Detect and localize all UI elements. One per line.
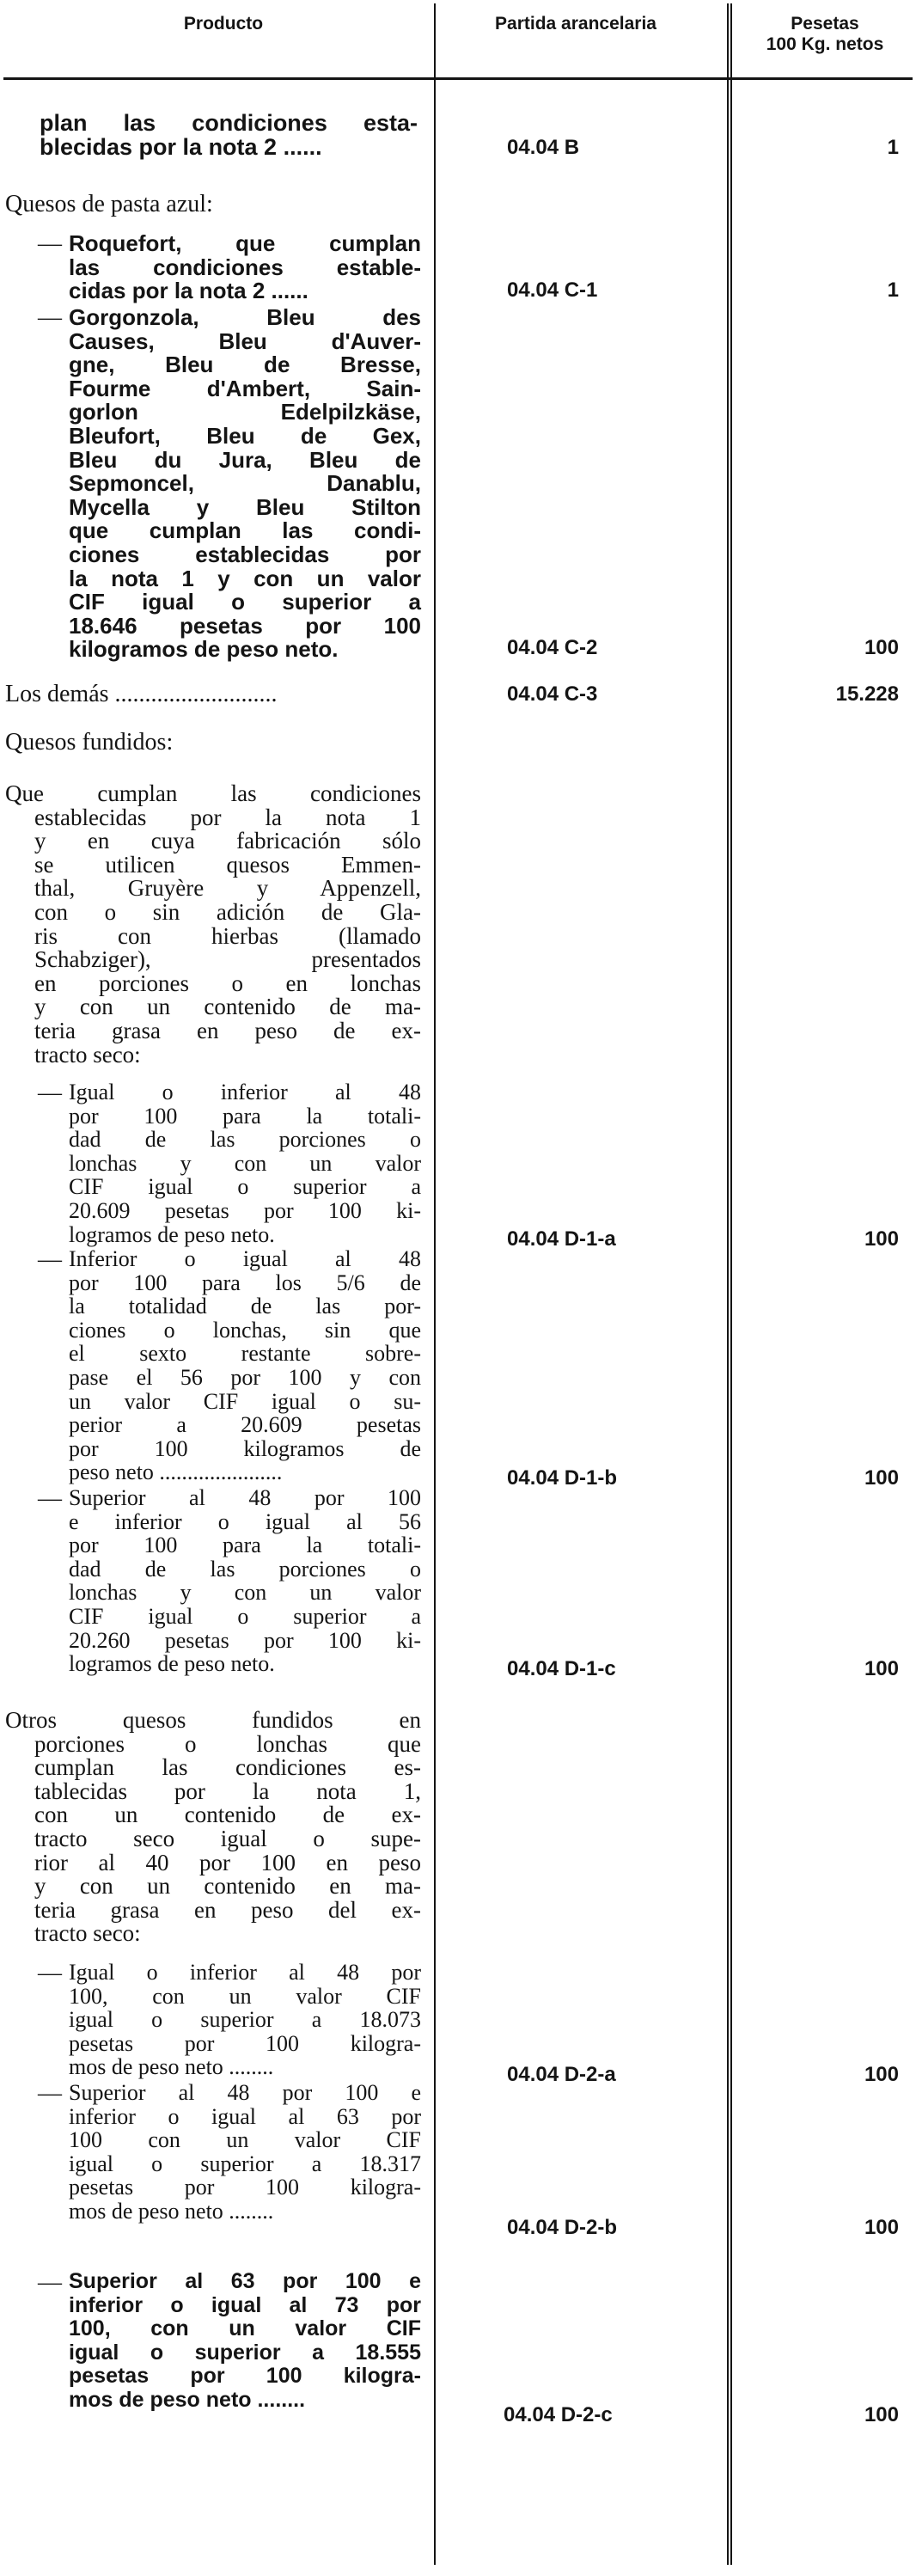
row-0-line-1: blecidas por la nota 2 ......: [40, 133, 322, 160]
row-3-rate: 100: [864, 636, 899, 659]
header-pesetas: [741, 14, 909, 55]
row-12-dash: —: [38, 2080, 62, 2107]
row-10-line-0: Otros quesos fundidos en: [5, 1707, 421, 1733]
row-11-dash: —: [38, 1960, 62, 1986]
row-13-line-3: igual o superior a 18.555: [69, 2340, 421, 2365]
row-3-line-0: Gorgonzola, Bleu des: [69, 304, 421, 330]
column-rule-2: [727, 3, 729, 2565]
row-8-line-5: pase el 56 por 100 y con: [69, 1364, 421, 1390]
row-13-line-1: inferior o igual al 73 por: [69, 2292, 421, 2317]
row-1-text: [5, 191, 409, 215]
row-3-line-1: Causes, Bleu d'Auver-: [69, 327, 421, 354]
row-13-dash: —: [38, 2269, 62, 2296]
row-9-line-6: 20.260 pesetas por 100 ki-: [69, 1627, 421, 1653]
row-3-line-13: 18.646 pesetas por 100: [69, 612, 421, 639]
row-10-line-9: tracto seco:: [34, 1920, 141, 1947]
row-13-line-2: 100, con un valor CIF: [69, 2316, 421, 2341]
row-11-text: [69, 1960, 421, 2078]
row-9-rate: 100: [864, 1657, 899, 1680]
row-11-line-4: mos de peso neto ........: [69, 2054, 274, 2080]
row-8-line-1: por 100 para los 5/6 de: [69, 1270, 421, 1295]
row-7-line-6: logramos de peso neto.: [69, 1221, 275, 1247]
row-3-line-11: la nota 1 y con un valor: [69, 565, 421, 591]
row-8-code: 04.04 D-1-b: [507, 1466, 618, 1490]
row-10-line-6: rior al 40 por 100 en peso: [34, 1849, 421, 1875]
column-rule-1: [434, 3, 436, 2565]
row-12-text: [69, 2080, 421, 2223]
row-8-dash: —: [38, 1246, 62, 1273]
row-8-line-0: Inferior o igual al 48: [69, 1246, 421, 1271]
row-12-line-4: pesetas por 100 kilogra-: [69, 2175, 421, 2200]
row-9-text: [69, 1485, 421, 1675]
row-3-line-12: CIF igual o superior a: [69, 589, 421, 615]
row-8-line-2: la totalidad de las por-: [69, 1294, 421, 1319]
row-5-line-0: Quesos fundidos:: [5, 729, 174, 756]
row-7-line-5: 20.609 pesetas por 100 ki-: [69, 1197, 421, 1223]
row-4-line-0: Los demás ...........................: [5, 681, 278, 707]
row-12-line-3: igual o superior a 18.317: [69, 2151, 421, 2176]
row-2-text: [69, 230, 421, 302]
row-10-line-4: con un contenido de ex-: [34, 1802, 421, 1828]
row-4-rate: 15.228: [835, 682, 899, 706]
row-11-rate: 100: [864, 2063, 899, 2086]
header-rule: [3, 77, 913, 80]
column-rule-3: [730, 3, 732, 2565]
header-producto: Producto: [183, 14, 264, 34]
row-6-line-0: Que cumplan las condiciones: [5, 780, 421, 806]
row-12-code: 04.04 D-2-b: [507, 2216, 618, 2239]
row-8-text: [69, 1246, 421, 1484]
row-3-line-9: que cumplan las condi-: [69, 517, 421, 544]
row-13-text: [69, 2269, 421, 2412]
row-3-line-10: ciones establecidas por: [69, 541, 421, 567]
row-10-line-8: teria grasa en peso del ex-: [34, 1896, 421, 1923]
row-3-line-2: gne, Bleu de Bresse,: [69, 352, 421, 378]
row-6-line-7: Schabziger), presentados: [34, 946, 421, 973]
row-11-line-0: Igual o inferior al 48 por: [69, 1960, 421, 1985]
row-2-line-1: las condiciones estable-: [69, 254, 421, 280]
row-5-text: [5, 729, 409, 756]
row-7-line-1: por 100 para la totali-: [69, 1103, 421, 1129]
row-0-code: 04.04 B: [507, 136, 580, 159]
row-10-line-2: cumplan las condiciones es-: [34, 1754, 421, 1781]
row-10-line-3: tablecidas por la nota 1,: [34, 1778, 421, 1804]
row-8-rate: 100: [864, 1466, 899, 1490]
row-8-line-3: ciones o lonchas, sin que: [69, 1317, 421, 1343]
row-8-line-8: por 100 kilogramos de: [69, 1435, 421, 1461]
row-10-text: [5, 1707, 421, 1947]
row-6-line-1: establecidas por la nota 1: [34, 804, 421, 830]
row-2-line-0: Roquefort, que cumplan: [69, 230, 421, 256]
row-6-line-11: tracto seco:: [34, 1041, 141, 1068]
row-7-line-2: dad de las porciones o: [69, 1127, 421, 1153]
row-9-line-0: Superior al 48 por 100: [69, 1485, 421, 1510]
row-13-line-5: mos de peso neto ........: [69, 2387, 306, 2412]
row-11-line-3: pesetas por 100 kilogra-: [69, 2030, 421, 2056]
row-6-line-2: y en cuya fabricación sólo: [34, 828, 421, 854]
row-6-line-4: thal, Gruyère y Appenzell,: [34, 875, 421, 902]
row-12-line-2: 100 con un valor CIF: [69, 2127, 421, 2153]
row-9-line-3: dad de las porciones o: [69, 1556, 421, 1582]
row-7-line-3: lonchas y con un valor: [69, 1150, 421, 1176]
row-8-line-6: un valor CIF igual o su-: [69, 1388, 421, 1414]
row-2-dash: —: [38, 230, 62, 257]
row-13-rate: 100: [864, 2403, 899, 2426]
row-11-line-1: 100, con un valor CIF: [69, 1983, 421, 2009]
row-10-line-7: y con un contenido en ma-: [34, 1873, 421, 1900]
row-12-line-1: inferior o igual al 63 por: [69, 2103, 421, 2129]
row-13-code: 04.04 D-2-c: [504, 2403, 613, 2426]
row-7-dash: —: [38, 1080, 62, 1106]
row-0-line-0: plan las condiciones esta-: [40, 110, 418, 136]
row-3-line-3: Fourme d'Ambert, Sain-: [69, 375, 421, 401]
row-2-code: 04.04 C-1: [507, 278, 598, 302]
row-0-text: [40, 110, 418, 160]
row-11-code: 04.04 D-2-a: [507, 2063, 616, 2086]
row-8-line-9: peso neto ......................: [69, 1459, 283, 1485]
row-10-line-1: porciones o lonchas que: [34, 1730, 421, 1757]
row-9-line-1: e inferior o igual al 56: [69, 1508, 421, 1534]
row-9-dash: —: [38, 1485, 62, 1512]
row-0-rate: 1: [887, 136, 899, 159]
row-12-line-0: Superior al 48 por 100 e: [69, 2080, 421, 2105]
row-4-code: 04.04 C-3: [507, 682, 598, 706]
row-6-line-3: se utilicen quesos Emmen-: [34, 851, 421, 878]
row-3-line-14: kilogramos de peso neto.: [69, 636, 339, 663]
row-7-line-4: CIF igual o superior a: [69, 1174, 421, 1200]
row-8-line-7: perior a 20.609 pesetas: [69, 1412, 421, 1438]
row-8-line-4: el sexto restante sobre-: [69, 1341, 421, 1367]
row-4-text: [5, 681, 418, 705]
row-3-text: [69, 304, 421, 663]
row-10-line-5: tracto seco igual o supe-: [34, 1825, 421, 1851]
row-3-code: 04.04 C-2: [507, 636, 598, 659]
row-3-line-4: gorlon Edelpilzkäse,: [69, 399, 421, 425]
row-6-line-10: teria grasa en peso de ex-: [34, 1017, 421, 1043]
row-1-line-0: Quesos de pasta azul:: [5, 191, 213, 217]
header-pesetas-line2: 100 Kg. netos: [766, 34, 884, 54]
row-3-line-6: Bleu du Jura, Bleu de: [69, 446, 421, 473]
row-6-line-8: en porciones o en lonchas: [34, 970, 421, 996]
row-13-line-0: Superior al 63 por 100 e: [69, 2269, 421, 2293]
row-9-line-2: por 100 para la totali-: [69, 1533, 421, 1558]
row-7-rate: 100: [864, 1227, 899, 1251]
row-7-line-0: Igual o inferior al 48: [69, 1080, 421, 1104]
row-9-line-7: logramos de peso neto.: [69, 1651, 275, 1677]
row-12-line-5: mos de peso neto ........: [69, 2198, 274, 2224]
row-13-line-4: pesetas por 100 kilogra-: [69, 2364, 421, 2389]
row-2-line-2: cidas por la nota 2 ......: [69, 278, 308, 304]
row-7-text: [69, 1080, 421, 1245]
row-9-line-4: lonchas y con un valor: [69, 1580, 421, 1606]
row-3-line-5: Bleufort, Bleu de Gex,: [69, 422, 421, 449]
row-12-rate: 100: [864, 2216, 899, 2239]
row-6-line-6: ris con hierbas (llamado: [34, 922, 421, 949]
header-pesetas-line1: Pesetas: [791, 14, 859, 34]
row-3-dash: —: [38, 304, 62, 331]
row-6-line-9: y con un contenido de ma-: [34, 994, 421, 1020]
row-6-line-5: con o sin adición de Gla-: [34, 898, 421, 925]
row-2-rate: 1: [887, 278, 899, 302]
row-3-line-7: Sepmoncel, Danablu,: [69, 470, 421, 497]
row-9-code: 04.04 D-1-c: [507, 1657, 616, 1680]
row-7-code: 04.04 D-1-a: [507, 1227, 616, 1251]
row-6-text: [5, 780, 421, 1068]
row-9-line-5: CIF igual o superior a: [69, 1603, 421, 1629]
row-3-line-8: Mycella y Bleu Stilton: [69, 493, 421, 520]
header-partida: Partida arancelaria: [495, 14, 656, 34]
row-11-line-2: igual o superior a 18.073: [69, 2007, 421, 2033]
